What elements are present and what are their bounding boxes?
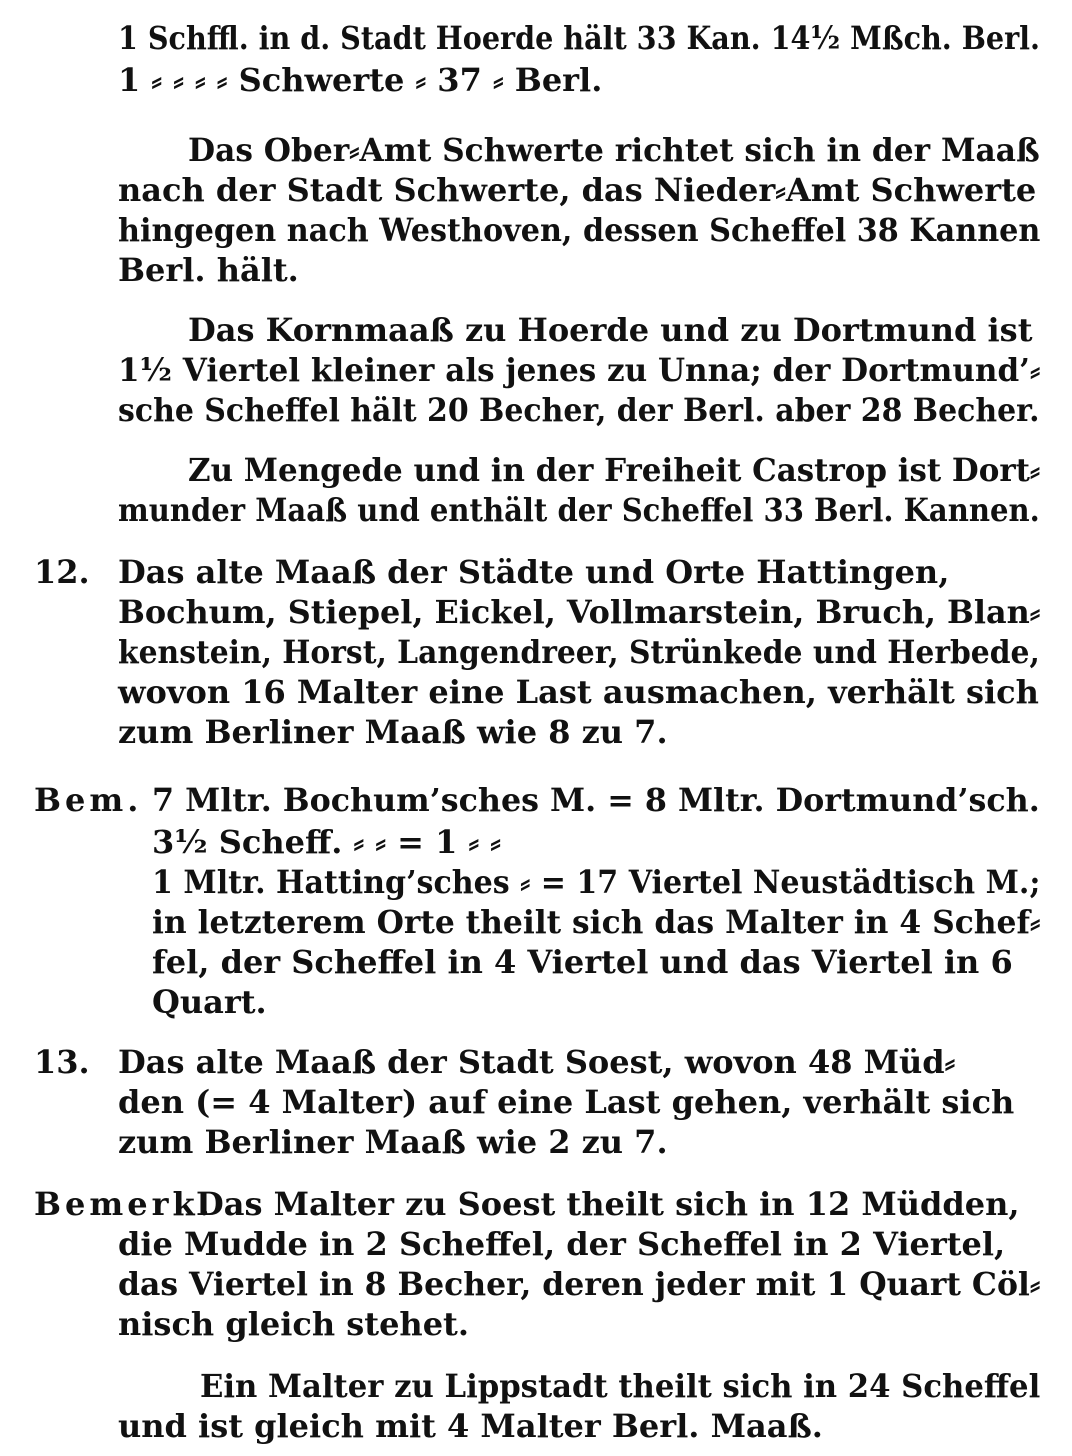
remark-line: nisch gleich stehet. [118, 1305, 469, 1343]
section-number-13: 13. [34, 1043, 90, 1081]
remark-line: das Viertel in 8 Becher, deren jeder mit 1 Quart Cöl⸗ [118, 1265, 1041, 1303]
remark-label: Bem. [34, 781, 143, 819]
paragraph-line: Zu Mengede und in der Freiheit Castrop ist Dort⸗ [188, 451, 1041, 489]
remark-line: die Mudde in 2 Scheffel, der Scheffel in 2 Viertel, [118, 1225, 1006, 1263]
measure-row-hoerde: 1 Schffl. in d. Stadt Hoerde hält 33 Kan. 14½ Mßch. Berl. [118, 19, 1040, 57]
section-13-line: Das alte Maaß der Stadt Soest, wovon 48 Müd⸗ [118, 1043, 956, 1081]
section-13-line: zum Berliner Maaß wie 2 zu 7. [118, 1123, 668, 1161]
paragraph-line: hingegen nach Westhoven, dessen Scheffel 38 Kannen [118, 211, 1041, 249]
section-12-line: Bochum, Stiepel, Eickel, Vollmarstein, Bruch, Blan⸗ [118, 593, 1041, 631]
section-12-line: zum Berliner Maaß wie 8 zu 7. [118, 713, 668, 751]
paragraph-line: sche Scheffel hält 20 Becher, der Berl. aber 28 Becher. [118, 391, 1040, 429]
remark-line: Quart. [152, 983, 267, 1021]
section-13-line: den (= 4 Malter) auf eine Last gehen, verhält sich [118, 1083, 1015, 1121]
paragraph-line: Das Ober⸗Amt Schwerte richtet sich in der Maaß [188, 131, 1040, 169]
paragraph-line: und ist gleich mit 4 Malter Berl. Maaß. [118, 1407, 823, 1445]
section-12-line: Das alte Maaß der Städte und Orte Hattingen, [118, 553, 950, 591]
remark-line: 3½ Scheff. ⸗ ⸗ = 1 ⸗ ⸗ [152, 823, 501, 861]
paragraph-line: munder Maaß und enthält der Scheffel 33 Berl. Kannen. [118, 491, 1040, 529]
remark-line: 7 Mltr. Bochum’sches M. = 8 Mltr. Dortmund’sch. [152, 781, 1040, 819]
remark-label: Bemerk. [34, 1185, 214, 1223]
paragraph-line: Das Kornmaaß zu Hoerde und zu Dortmund ist [188, 311, 1033, 349]
section-12-line: kenstein, Horst, Langendreer, Strünkede und Herbede, [118, 633, 1040, 671]
paragraph-line: Berl. hält. [118, 251, 299, 289]
paragraph-line: Ein Malter zu Lippstadt theilt sich in 24 Scheffel [200, 1367, 1041, 1405]
remark-line: in letzterem Orte theilt sich das Malter in 4 Schef⸗ [152, 903, 1041, 941]
remark-line: Das Malter zu Soest theilt sich in 12 Müdden, [196, 1185, 1020, 1223]
section-12-line: wovon 16 Malter eine Last ausmachen, verhält sich [118, 673, 1039, 711]
measure-row-schwerte: 1 ⸗ ⸗ ⸗ ⸗ Schwerte ⸗ 37 ⸗ Berl. [118, 61, 603, 99]
remark-line: fel, der Scheffel in 4 Viertel und das Viertel in 6 [152, 943, 1013, 981]
paragraph-line: nach der Stadt Schwerte, das Nieder⸗Amt Schwerte [118, 171, 1037, 209]
remark-line: 1 Mltr. Hatting’sches ⸗ = 17 Viertel Neustädtisch M.; [152, 863, 1041, 901]
paragraph-line: 1½ Viertel kleiner als jenes zu Unna; der Dortmund’⸗ [118, 351, 1041, 389]
section-number-12: 12. [34, 553, 90, 591]
